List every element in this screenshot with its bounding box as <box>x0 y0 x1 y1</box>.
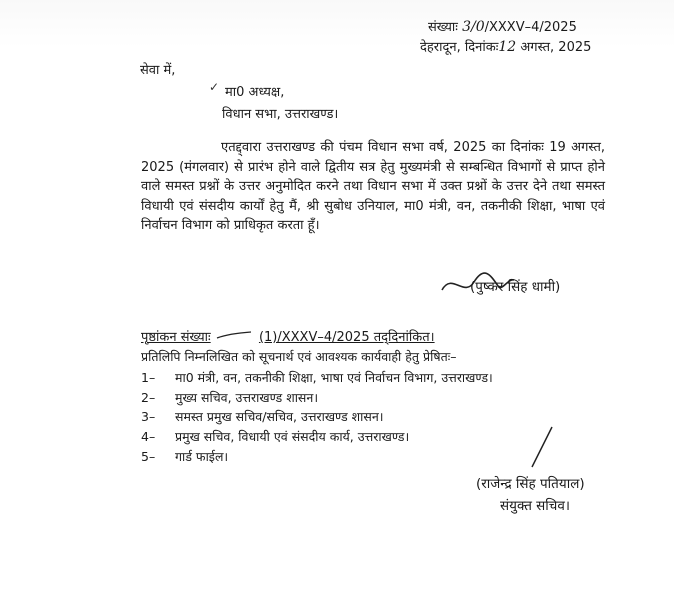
signatory-1-name: (पुष्कर सिंह धामी) <box>470 279 561 295</box>
address-line-1: मा0 अध्यक्ष, <box>225 85 285 100</box>
reference-handwritten-number: 3/0 <box>462 19 485 35</box>
signatory-2-title: संयुक्त सचिव। <box>500 498 570 514</box>
endorsement-label: पृष्ठांकन संख्याः <box>141 330 211 345</box>
date-handwritten-day: 12 <box>498 39 517 55</box>
body-text: एतद्द्वारा उत्तराखण्ड की पंचम विधान सभा वर्ष, 2025 का दिनांकः 19 अगस्त, 2025 (मंगलवार) से प्रारंभ होने वाले द्वितीय सत्र हेतु मुख्यमंत्री से सम्बन्धित विभागों से प्राप्त होने वाले समस्त प्रश्नों के उत्तर अनुमोदित करने तथा विधान सभा में उक्त प्रश्नों के उत्तर देने तथा समस्त विधायी एवं संसदीय कार्यों हेतु मैं, श्री सुबोध उनियाल, मा0 मंत्री, वन, तकनीकी शिक्षा, भाषा एवं निर्वाचन विभाग को प्राधिकृत करता हूँ। <box>141 140 605 233</box>
reference-label: संख्याः <box>428 20 458 35</box>
signature-stroke-icon <box>520 425 560 471</box>
address-line-2: विधान सभा, उत्तराखण्ड। <box>222 107 339 122</box>
salutation: सेवा में, <box>140 63 176 78</box>
date-suffix: अगस्त, 2025 <box>520 40 592 55</box>
list-item: 4– प्रमुख सचिव, विधायी एवं संसदीय कार्य, उत्तराखण्ड। <box>141 429 410 444</box>
body-paragraph <box>141 138 605 236</box>
date-label: देहरादून, दिनांकः <box>420 40 499 55</box>
reference-suffix: /XXXV–4/2025 <box>484 20 577 35</box>
list-item: 2– मुख्य सचिव, उत्तराखण्ड शासन। <box>141 390 319 405</box>
date-line <box>420 38 591 57</box>
list-item: 3– समस्त प्रमुख सचिव/सचिव, उत्तराखण्ड शासन। <box>141 409 384 424</box>
endorsement-number: (1)/XXXV–4/2025 तद्‌दिनांकित। <box>258 330 435 345</box>
signatory-2-name: (राजेन्द्र सिंह पतियाल) <box>476 476 585 492</box>
list-item: 1– मा0 मंत्री, वन, तकनीकी शिक्षा, भाषा एवं निर्वाचन विभाग, उत्तराखण्ड। <box>141 370 493 385</box>
list-item: 5– गार्ड फाईल। <box>141 449 229 464</box>
endorsement-handwritten-mark <box>215 329 255 345</box>
copy-intro: प्रतिलिपि निम्नलिखित को सूचनार्थ एवं आवश्यक कार्यवाही हेतु प्रेषितः– <box>141 349 457 364</box>
reference-number <box>428 18 577 37</box>
tick-mark-icon: ✓ <box>209 80 220 94</box>
endorsement-line <box>141 327 435 345</box>
